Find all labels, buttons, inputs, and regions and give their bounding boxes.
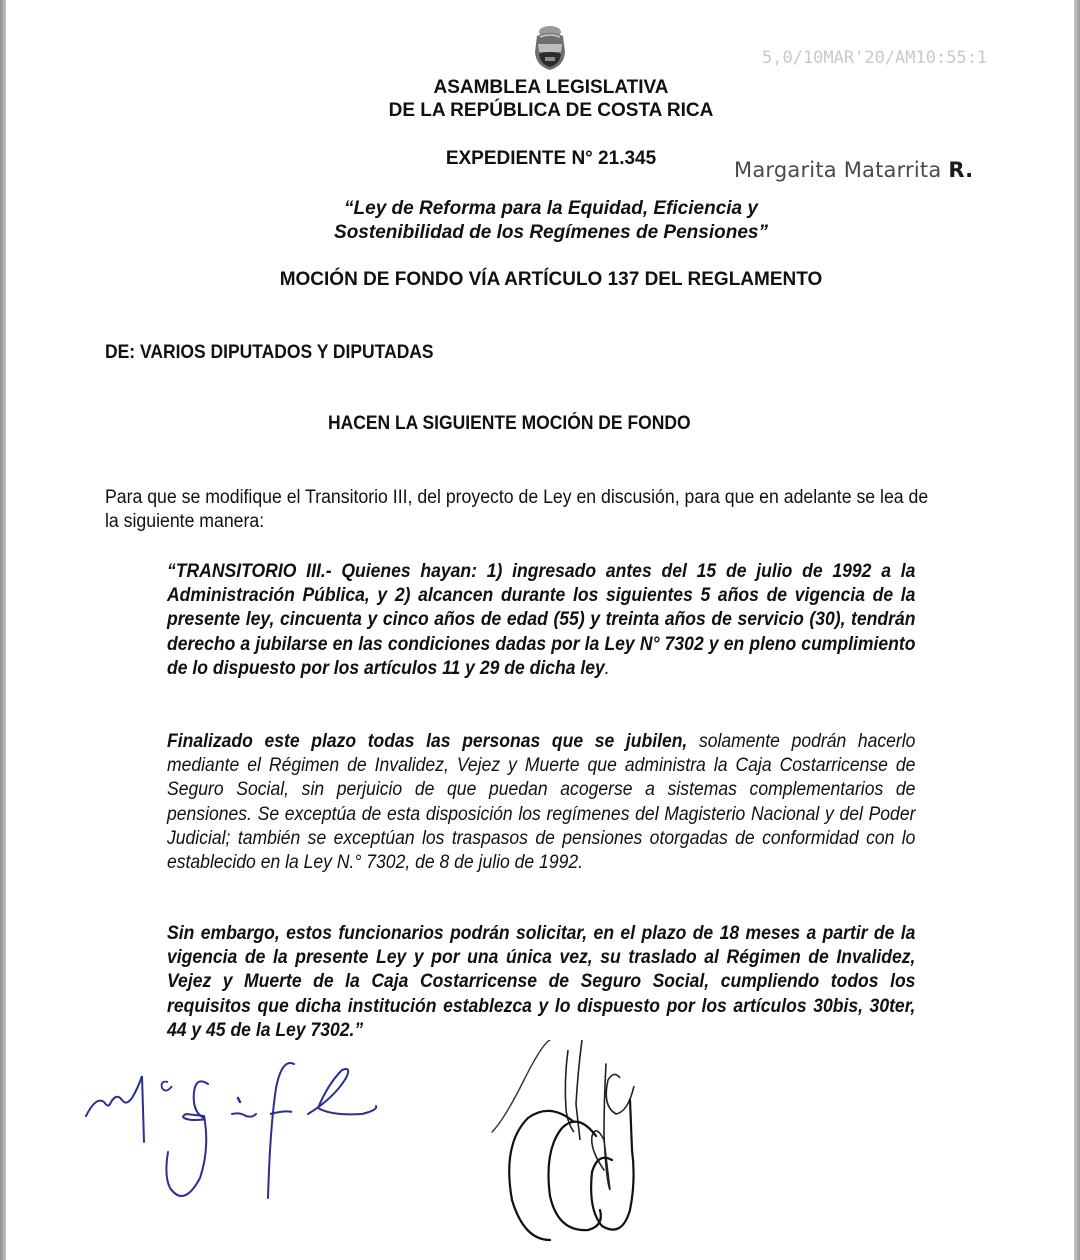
bill-title <box>6 197 1080 245</box>
scan-edge-right <box>1074 0 1080 1260</box>
signature-1 <box>82 1058 382 1218</box>
quoted-paragraph-2 <box>167 730 915 875</box>
quoted-paragraph-1 <box>167 560 915 681</box>
coat-of-arms-seal-icon <box>528 22 572 72</box>
motion-type: MOCIÓN DE FONDO VÍA ARTÍCULO 137 DEL REGLAMENTO <box>279 269 823 290</box>
transitorio-end: . <box>604 657 610 679</box>
bill-title-line-2: Sostenibilidad de los Regímenes de Pensiones” <box>334 222 768 243</box>
received-by-name: Margarita Matarrita <box>734 158 942 182</box>
document-page <box>6 0 1074 1260</box>
file-number: EXPEDIENTE N° 21.345 <box>445 148 657 169</box>
signature-2 <box>484 1040 684 1260</box>
transitorio-text: “TRANSITORIO III.- Quienes hayan: 1) ingresado antes del 15 de julio de 1992 a la Administración Pública, y 2) alcancen durante los siguientes 5 años de vigencia de la presente ley, cincuenta y cinco años de edad (55) y treinta años de servicio (30), tendrán derecho a jubilarse en las condiciones dadas por la Ley N° 7302 y en pleno cumplimiento de lo dispuesto por los artículos 11 y 29 de dicha ley <box>167 561 916 679</box>
paragraph-2-rest: solamente podrán hacerlo mediante el Régimen de Invalidez, Vejez y Muerte que administra la Caja Costarricense de Seguro Social, sin perjuicio de que puedan acogerse a sistemas complementarios de pensiones. Se exceptúa de esta disposición los regímenes del Magisterio Nacional y del Poder Judicial; también se exceptúan los traspasos de pensiones otorgadas de conformidad con lo establecido en la Ley N.° 7302, de 8 de julio de 1992. <box>167 731 916 874</box>
quoted-paragraph-3 <box>167 922 915 1043</box>
reception-stamp-date: 5,0/10MAR'20/AM10:55:1 <box>762 48 988 68</box>
received-by-initial: R. <box>948 158 974 182</box>
intro-paragraph: Para que se modifique el Transitorio III, del proyecto de Ley en discusión, para que en adelante se lea de la siguiente manera: <box>105 487 929 532</box>
institution-name: ASAMBLEA LEGISLATIVA <box>433 77 669 98</box>
institution-country: DE LA REPÚBLICA DE COSTA RICA <box>388 100 714 121</box>
bill-title-line-1: “Ley de Reforma para la Equidad, Eficiencia y <box>344 198 758 219</box>
paragraph-2-lead: Finalizado este plazo todas las personas que se jubilen, <box>167 731 688 752</box>
motion-from: DE: VARIOS DIPUTADOS Y DIPUTADAS <box>105 342 434 363</box>
paragraph-3-text: Sin embargo, estos funcionarios podrán solicitar, en el plazo de 18 meses a partir de la vigencia de la presente Ley y por una única vez, su traslado al Régimen de Invalidez, Vejez y Muerte de la Caja Costarricense de Seguro Social, cumpliendo todos los requisitos que dicha institución establezca y lo dispuesto por los artículos 30bis, 30ter, 44 y 45 de la Ley 7302.” <box>167 923 916 1041</box>
motion-heading: HACEN LA SIGUIENTE MOCIÓN DE FONDO <box>328 413 691 434</box>
